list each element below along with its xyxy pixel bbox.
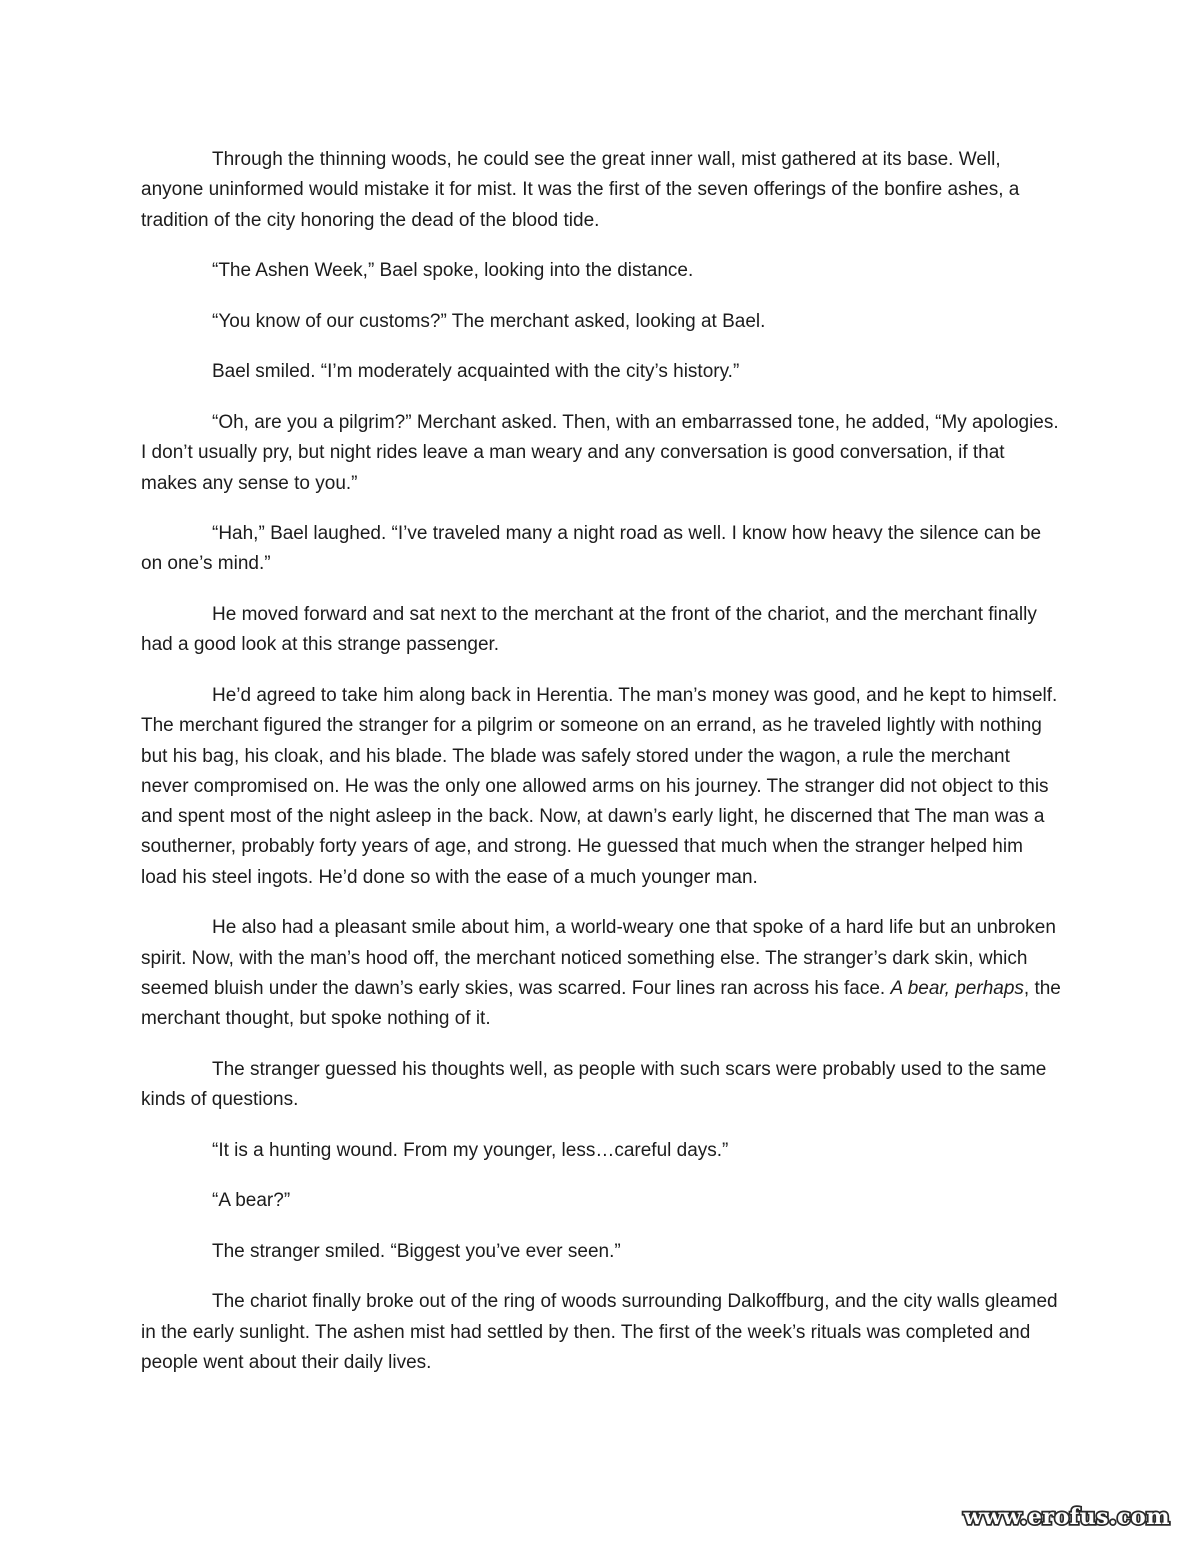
paragraph: The chariot finally broke out of the ring of woods surrounding Dalkoffburg, and the city walls gleamed in the early sunlight. The ashen mist had settled by then. The first of the week’s rituals was completed and people went about their daily lives. (141, 1291, 1058, 1374)
paragraph: He’d agreed to take him along back in Herentia. The man’s money was good, and he kept to himself. The merchant figured the stranger for a pilgrim or someone on an errand, as he traveled lightly with nothing but his bag, his cloak, and his blade. The blade was safely stored under the wagon, a rule the merchant never compromised on. He was the only one allowed arms on his journey. The stranger did not object to this and spent most of the night asleep in the back. Now, at dawn’s early light, he discerned that The man was a southerner, probably forty years of age, and strong. He guessed that much when the stranger helped him load his steel ingots. He’d done so with the ease of a much younger man. (141, 684, 1058, 888)
paragraph: Through the thinning woods, he could see the great inner wall, mist gathered at its base. Well, anyone uninformed would mistake it for mist. It was the first of the seven offerings of the bonfire ashes, a tradition of the city honoring the dead of the blood tide. (141, 149, 1020, 231)
paragraph (141, 913, 1061, 1034)
paragraph: “Oh, are you a pilgrim?” Merchant asked. Then, with an embarrassed tone, he added, “My apologies. I don’t usually pry, but night rides leave a man weary and any conversation is good conversation, if that makes any sense to you.” (141, 411, 1059, 494)
italic-phrase: A bear, perhaps (890, 977, 1024, 999)
paragraph: “You know of our customs?” The merchant asked, looking at Bael. (212, 310, 766, 332)
paragraph: “Hah,” Bael laughed. “I’ve traveled many a night road as well. I know how heavy the silence can be on one’s mind.” (141, 523, 1042, 575)
paragraph-text: He also had a pleasant smile about him, a world-weary one that spoke of a hard life but an unbroken spirit. Now, with the man’s hood off, the merchant noticed something else. The stranger’s dark skin, which seemed bluish under the dawn’s early skies, was scarred. Four lines ran across his face. (141, 917, 1056, 999)
paragraph: Bael smiled. “I’m moderately acquainted with the city’s history.” (212, 361, 740, 383)
paragraph: He moved forward and sat next to the merchant at the front of the chariot, and the merchant finally had a good look at this strange passenger. (141, 604, 1037, 656)
paragraph: The stranger guessed his thoughts well, as people with such scars were probably used to the same kinds of questions. (141, 1058, 1047, 1111)
paragraph: “A bear?” (212, 1190, 291, 1212)
paragraph-text-tail: , the merchant thought, but spoke nothing of it. (141, 977, 1061, 1030)
paragraph: The stranger smiled. “Biggest you’ve ever seen.” (212, 1240, 621, 1262)
site-watermark: www.erofus.com (963, 1504, 1170, 1530)
paragraph: “It is a hunting wound. From my younger, less…careful days.” (212, 1139, 729, 1161)
story-text (141, 145, 1061, 1399)
paragraph: “The Ashen Week,” Bael spoke, looking into the distance. (212, 260, 694, 282)
